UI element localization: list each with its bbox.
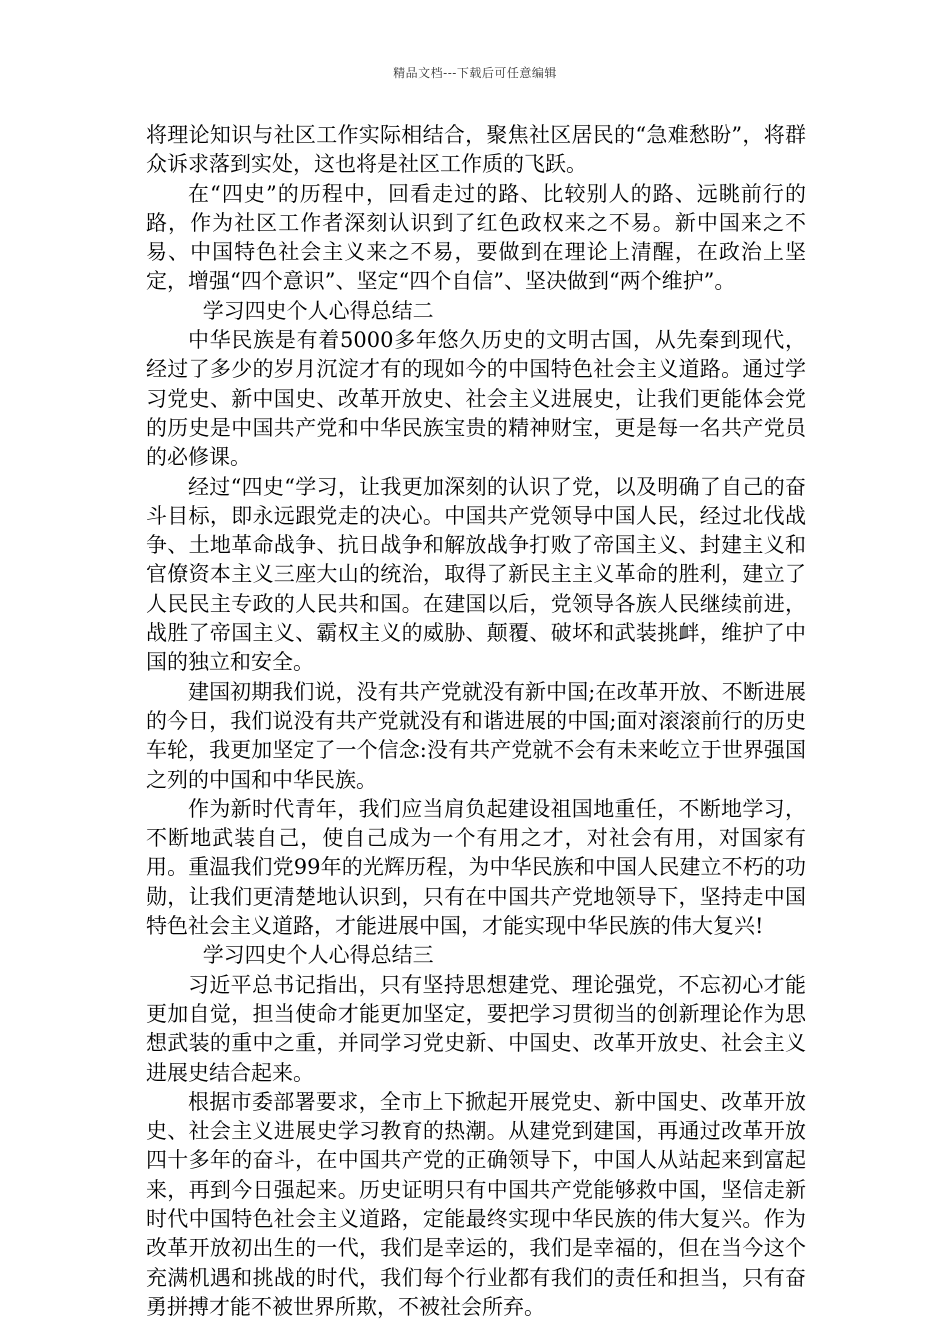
paragraph: 在“四史”的历程中，回看走过的路、比较别人的路、远眺前行的路，作为社区工作者深刻认识到了红色政权来之不易。新中国来之不易、中国特色社会主义来之不易，要做到在理论上清醒，在政治上坚定，增强“四个意识”、坚定“四个自信”、坚决做到“两个维护”。: [146, 181, 806, 294]
paragraph: 经过“四史“学习，让我更加深刻的认识了党，以及明确了自己的奋斗目标，即永远跟党走的决心。中国共产党领导中国人民，经过北伐战争、土地革命战争、抗日战争和解放战争打败了帝国主义、封建主义和官僚资本主义三座大山的统治，取得了新民主主义革命的胜利，建立了人民民主专政的人民共和国。在建国以后，党领导各族人民继续前进，战胜了帝国主义、霸权主义的威胁、颠覆、破坏和武装挑衅，维护了中国的独立和安全。: [146, 474, 806, 675]
page-header: 精品文档---下载后可任意编辑: [393, 66, 557, 80]
paragraph: 作为新时代青年，我们应当肩负起建设祖国地重任，不断地学习，不断地武装自己，使自己成为一个有用之才，对社会有用，对国家有用。重温我们党99年的光辉历程，为中华民族和中国人民建立不朽的功勋，让我们更清楚地认识到，只有在中国共产党地领导下，坚持走中国特色社会主义道路，才能进展中国，才能实现中华民族的伟大复兴!: [146, 796, 806, 939]
section-heading: 学习四史个人心得总结二: [202, 298, 434, 323]
paragraph: 建国初期我们说，没有共产党就没有新中国;在改革开放、不断进展的今日，我们说没有共产党就没有和谐进展的中国;面对滚滚前行的历史车轮，我更加坚定了一个信念:没有共产党就不会有未来屹立于世界强国之列的中国和中华民族。: [146, 679, 806, 792]
paragraph: 将理论知识与社区工作实际相结合，聚焦社区居民的“急难愁盼”，将群众诉求落到实处，这也将是社区工作质的飞跃。: [146, 123, 806, 177]
section-heading: 学习四史个人心得总结三: [202, 943, 434, 968]
document-body: [146, 121, 806, 1322]
paragraph: 根据市委部署要求，全市上下掀起开展党史、新中国史、改革开放史、社会主义进展史学习教育的热潮。从建党到建国，再通过改革开放四十多年的奋斗，在中国共产党的正确领导下，中国人从站起来到富起来，再到今日强起来。历史证明只有中国共产党能够救中国，坚信走新时代中国特色社会主义道路，定能最终实现中华民族的伟大复兴。作为改革开放初出生的一代，我们是幸运的，我们是幸福的，但在当今这个充满机遇和挑战的时代，我们每个行业都有我们的责任和担当，只有奋勇拼搏才能不被世界所欺，不被社会所弃。: [146, 1089, 806, 1319]
paragraph: 中华民族是有着5000多年悠久历史的文明古国，从先秦到现代，经过了多少的岁月沉淀才有的现如今的中国特色社会主义道路。通过学习党史、新中国史、改革开放史、社会主义进展史，让我们更能体会党的历史是中国共产党和中华民族宝贵的精神财宝，更是每一名共产党员的必修课。: [146, 328, 806, 470]
paragraph: 习近平总书记指出，只有坚持思想建党、理论强党，不忘初心才能更加自觉，担当使命才能更加坚定，要把学习贯彻当的创新理论作为思想武装的重中之重，并同学习党史新、中国史、改革开放史、社会主义进展史结合起来。: [146, 972, 806, 1085]
